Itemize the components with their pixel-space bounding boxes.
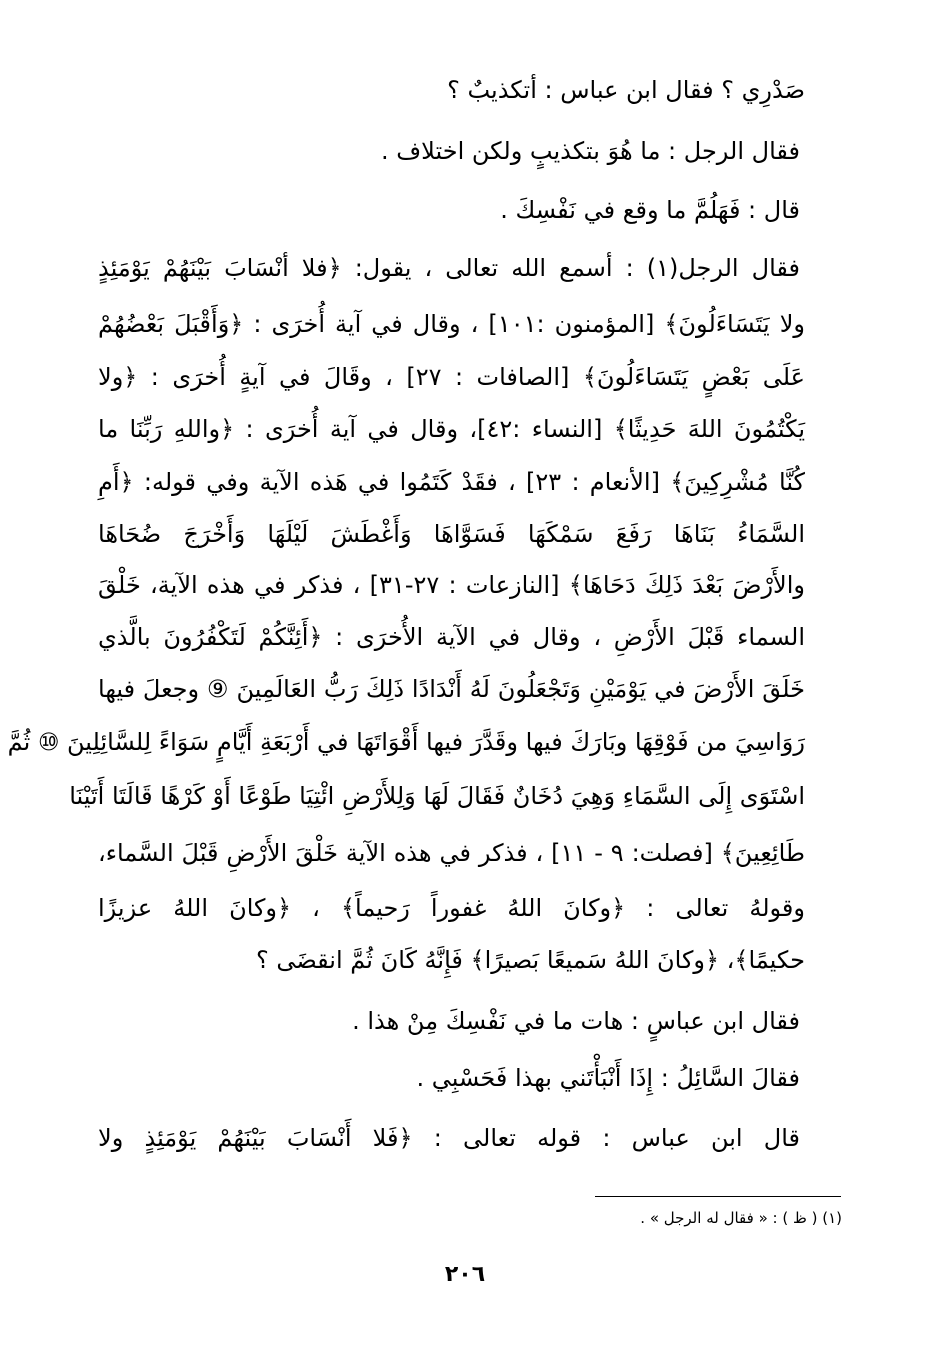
text-line-6: عَلَى بَعْضٍ يَتَسَاءَلُونَ﴾ [الصافات : ٢٧] ، وقَالَ في آيةٍ أُخرَى : ﴿ولا xyxy=(98,363,805,391)
text-line-14: اسْتَوَى إِلَى السَّمَاءِ وَهِيَ دُخَانٌ فَقَالَ لَهَا وَلِلأَرْضِ ائْتِيَا طَوْعًا أَوْ كَرْهًا قَالَتَا أَتَيْنَا xyxy=(69,782,805,810)
page-number: ٢٠٦ xyxy=(444,1262,486,1287)
text-line-11: السماء قَبْلَ الأَرْضِ ، وقال في الآية الأُخرَى : ﴿أَئِنَّكُمْ لَتَكْفُرُونَ بالَّذي xyxy=(98,623,805,651)
text-line-8: كُنَّا مُشْرِكِينَ﴾ [الأنعام : ٢٣] ، فقَدْ كَتَمُوا في هَذه الآية وفي قوله: ﴿أَمِ xyxy=(98,468,805,496)
text-line-3: قال : فَهَلُمَّ ما وقع في نَفْسِكَ . xyxy=(500,196,800,224)
text-line-7: يَكْتُمُونَ اللهَ حَدِيثًا﴾ [النساء :٤٢]، وقال في آية أُخرَى : ﴿واللهِ رَبِّنَا ما xyxy=(98,415,805,443)
footnote: (١) ( ظ ) : « فقال له الرجل » . xyxy=(640,1209,842,1227)
text-line-12: خَلَقَ الأَرْضَ في يَوْمَيْنِ وَتَجْعَلُونَ لَهُ أَنْدَادًا ذَلِكَ رَبُّ العَالَمِينَ ⑨ وجعلَ فيها xyxy=(98,675,805,703)
text-line-1: صَدْرِي ؟ فقال ابن عباس : أتكذيبٌ ؟ xyxy=(447,76,805,104)
text-line-19: فقالَ السَّائِلُ : إِذَا أَنْبَأْتَني بهذا فَحَسْبِي . xyxy=(416,1064,800,1092)
text-line-17: حكيمًا﴾، ﴿وكانَ اللهُ سَميعًا بَصيرًا﴾ فَإِنَّهُ كَانَ ثُمَّ انقضَى ؟ xyxy=(255,946,805,974)
text-line-15: طَائِعِينَ﴾ [فصلت: ٩ - ١١] ، فذكر في هذه الآية خَلْقَ الأَرْضِ قَبْلَ السَّماء، xyxy=(98,839,805,867)
text-line-2: فقال الرجل : ما هُوَ بتكذيبٍ ولكن اختلاف . xyxy=(381,137,800,165)
text-line-4: فقال الرجل(١) : أسمع الله تعالى ، يقول: ﴿فلا أنْسَابَ بَيْنَهُمْ يَوْمَئِذٍ xyxy=(98,254,801,282)
text-line-16: وقولهُ تعالى : ﴿وكانَ اللهُ غفوراً رَحيماً﴾ ، ﴿وكانَ اللهُ عزيزًا xyxy=(98,894,805,922)
text-line-20: قال ابن عباس : قوله تعالى : ﴿فَلا أَنْسَابَ بَيْنَهُمْ يَوْمَئِذٍ ولا xyxy=(98,1124,800,1152)
footnote-divider xyxy=(595,1196,841,1197)
text-line-10: والأَرْضَ بَعْدَ ذَلِكَ دَحَاهَا﴾ [النازعات : ٢٧-٣١] ، فذكر في هذه الآية، خَلْقَ xyxy=(98,571,805,599)
text-line-5: ولا يَتَسَاءَلُونَ﴾ [المؤمنون :١٠١] ، وقال في آية أُخرَى : ﴿وَأَقْبَلَ بَعْضُهُمْ xyxy=(98,310,805,338)
text-line-9: السَّمَاءُ بَنَاهَا رَفَعَ سَمْكَهَا فَسَوَّاهَا وَأَغْطَشَ لَيْلَهَا وَأَخْرَجَ ضُحَاهَا xyxy=(98,520,805,548)
text-line-13: رَوَاسِيَ من فَوْقِهَا وبَارَكَ فيها وقَدَّرَ فيها أَقْوَاتَهَا في أَرْبَعَةِ أَيَّامٍ سَوَاءً لِلسَّائِلِينَ ⑩ ثُمَّ xyxy=(7,728,805,756)
text-line-18: فقال ابن عباسٍ : هات ما في نَفْسِكَ مِنْ هذا . xyxy=(352,1007,800,1035)
